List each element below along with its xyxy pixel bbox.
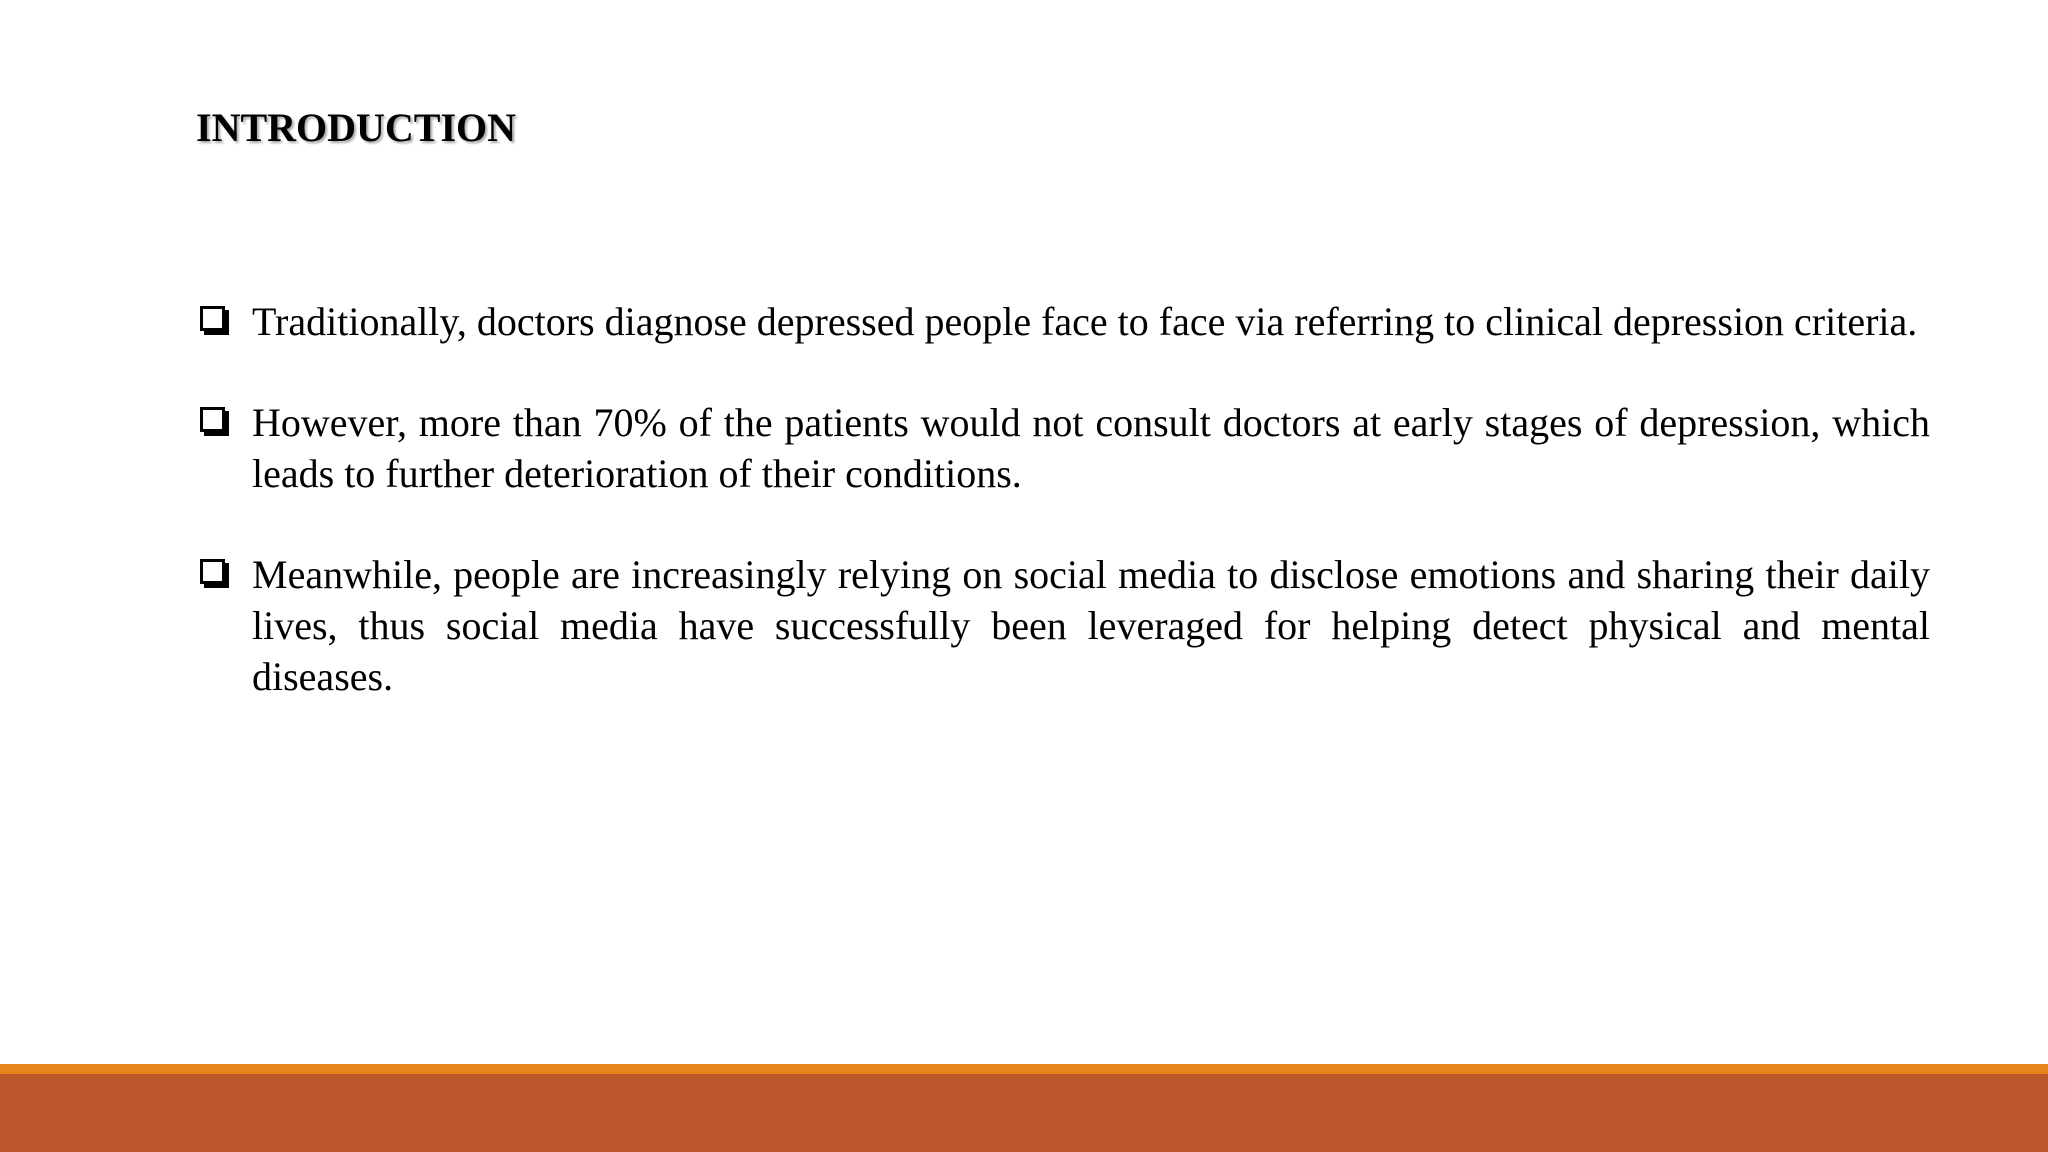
checkbox-outline-icon (200, 306, 225, 331)
bullet-item (196, 549, 1930, 702)
slide-title: INTRODUCTION (196, 105, 517, 150)
footer-bar (0, 1074, 2048, 1152)
footer-stripe (0, 1064, 2048, 1074)
checkbox-outline-icon (200, 407, 225, 432)
bullet-text: However, more than 70% of the patients would not consult doctors at early stages of depression, which leads to further deterioration of their conditions. (252, 400, 1930, 496)
bullet-item (196, 296, 1930, 347)
bullet-text: Traditionally, doctors diagnose depressed people face to face via referring to clinical depression criteria. (252, 299, 1918, 344)
checkbox-outline-icon (200, 559, 225, 584)
bullet-item (196, 397, 1930, 499)
bullet-text: Meanwhile, people are increasingly relying on social media to disclose emotions and sharing their daily lives, thus social media have successfully been leveraged for helping detect physical and mental diseases. (252, 552, 1930, 699)
bullet-list (196, 296, 1930, 752)
